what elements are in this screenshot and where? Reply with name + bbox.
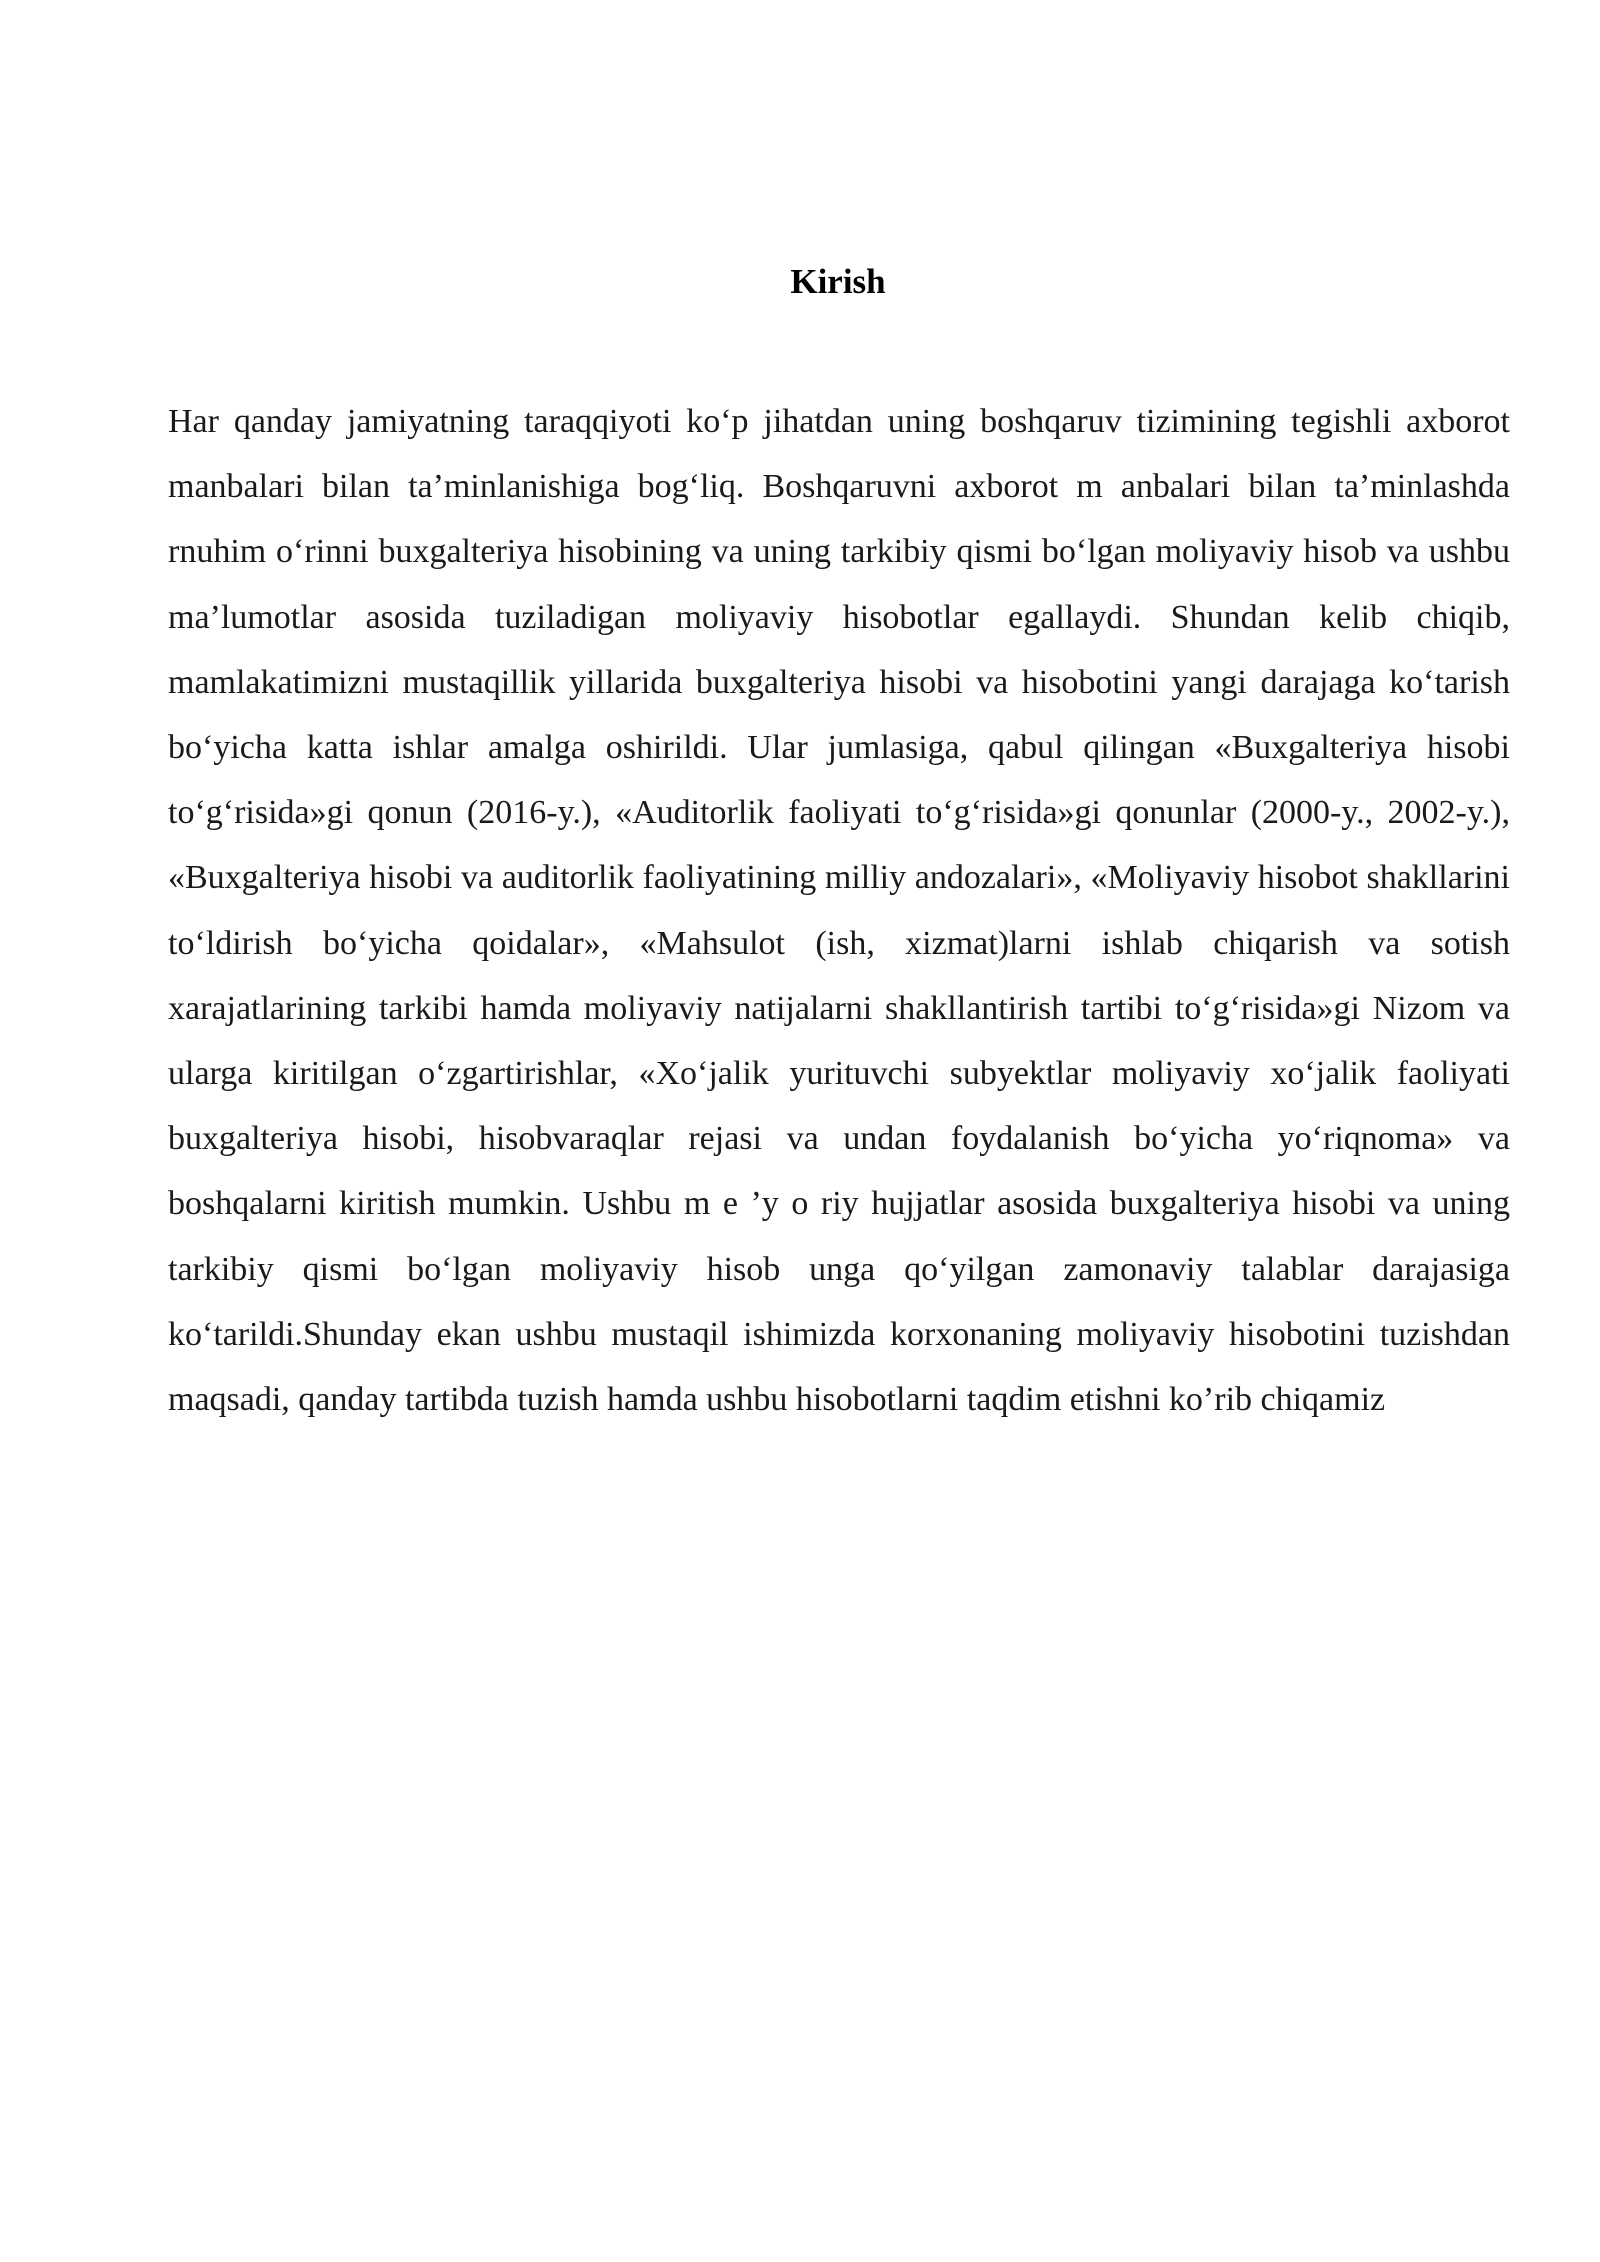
body-paragraph: Har qanday jamiyatning taraqqiyoti ko‘p jihatdan uning boshqaruv tizimining tegishli axborot manbalari bilan ta’minlanishiga bog‘liq. Boshqaruvni axborot m anbalari bilan ta’minlashda rnuhim o‘rinni buxgalteriya hisobining va uning tarkibiy qismi bo‘lgan moliyaviy hisob va ushbu ma’lumotlar asosida tuziladigan moliyaviy hisobotlar egallaydi. Shundan kelib chiqib, mamlakatimizni mustaqillik yillarida buxgalteriya hisobi va hisobotini yangi darajaga ko‘tarish bo‘yicha katta ishlar amalga oshirildi. Ular jumlasiga, qabul qilingan «Buxgalteriya hisobi to‘g‘risida»gi qonun (2016-y.), «Auditorlik faoliyati to‘g‘risida»gi qonunlar (2000-y., 2002-y.), «Buxgalteriya hisobi va auditorlik faoliyatining milliy andozalari», «Moliyaviy hisobot shakllarini to‘ldirish bo‘yicha qoidalar», «Mahsulot (ish, xizmat)larni ishlab chiqarish va sotish xarajatlarining tarkibi hamda moliyaviy natijalarni shakllantirish tartibi to‘g‘risida»gi Nizom va ularga kiritilgan o‘zgartirishlar, «Xo‘jalik yurituvchi subyektlar moliyaviy xo‘jalik faoliyati buxgalteriya hisobi, hisobvaraqlar rejasi va undan foydalanish bo‘yicha yo‘riqnoma» va boshqalarni kiritish mumkin. Ushbu m e ’y o riy hujjatlar asosida buxgalteriya hisobi va uning tarkibiy qismi bo‘lgan moliyaviy hisob unga qo‘yilgan zamonaviy talablar darajasiga ko‘tarildi.Shunday ekan ushbu mustaqil ishimizda korxonaning moliyaviy hisobotini tuzishdan maqsadi, qanday tartibda tuzish hamda ushbu hisobotlarni taqdim etishni ko’rib chiqamiz — [168, 403, 1510, 1419]
page-title: Kirish — [790, 262, 886, 301]
